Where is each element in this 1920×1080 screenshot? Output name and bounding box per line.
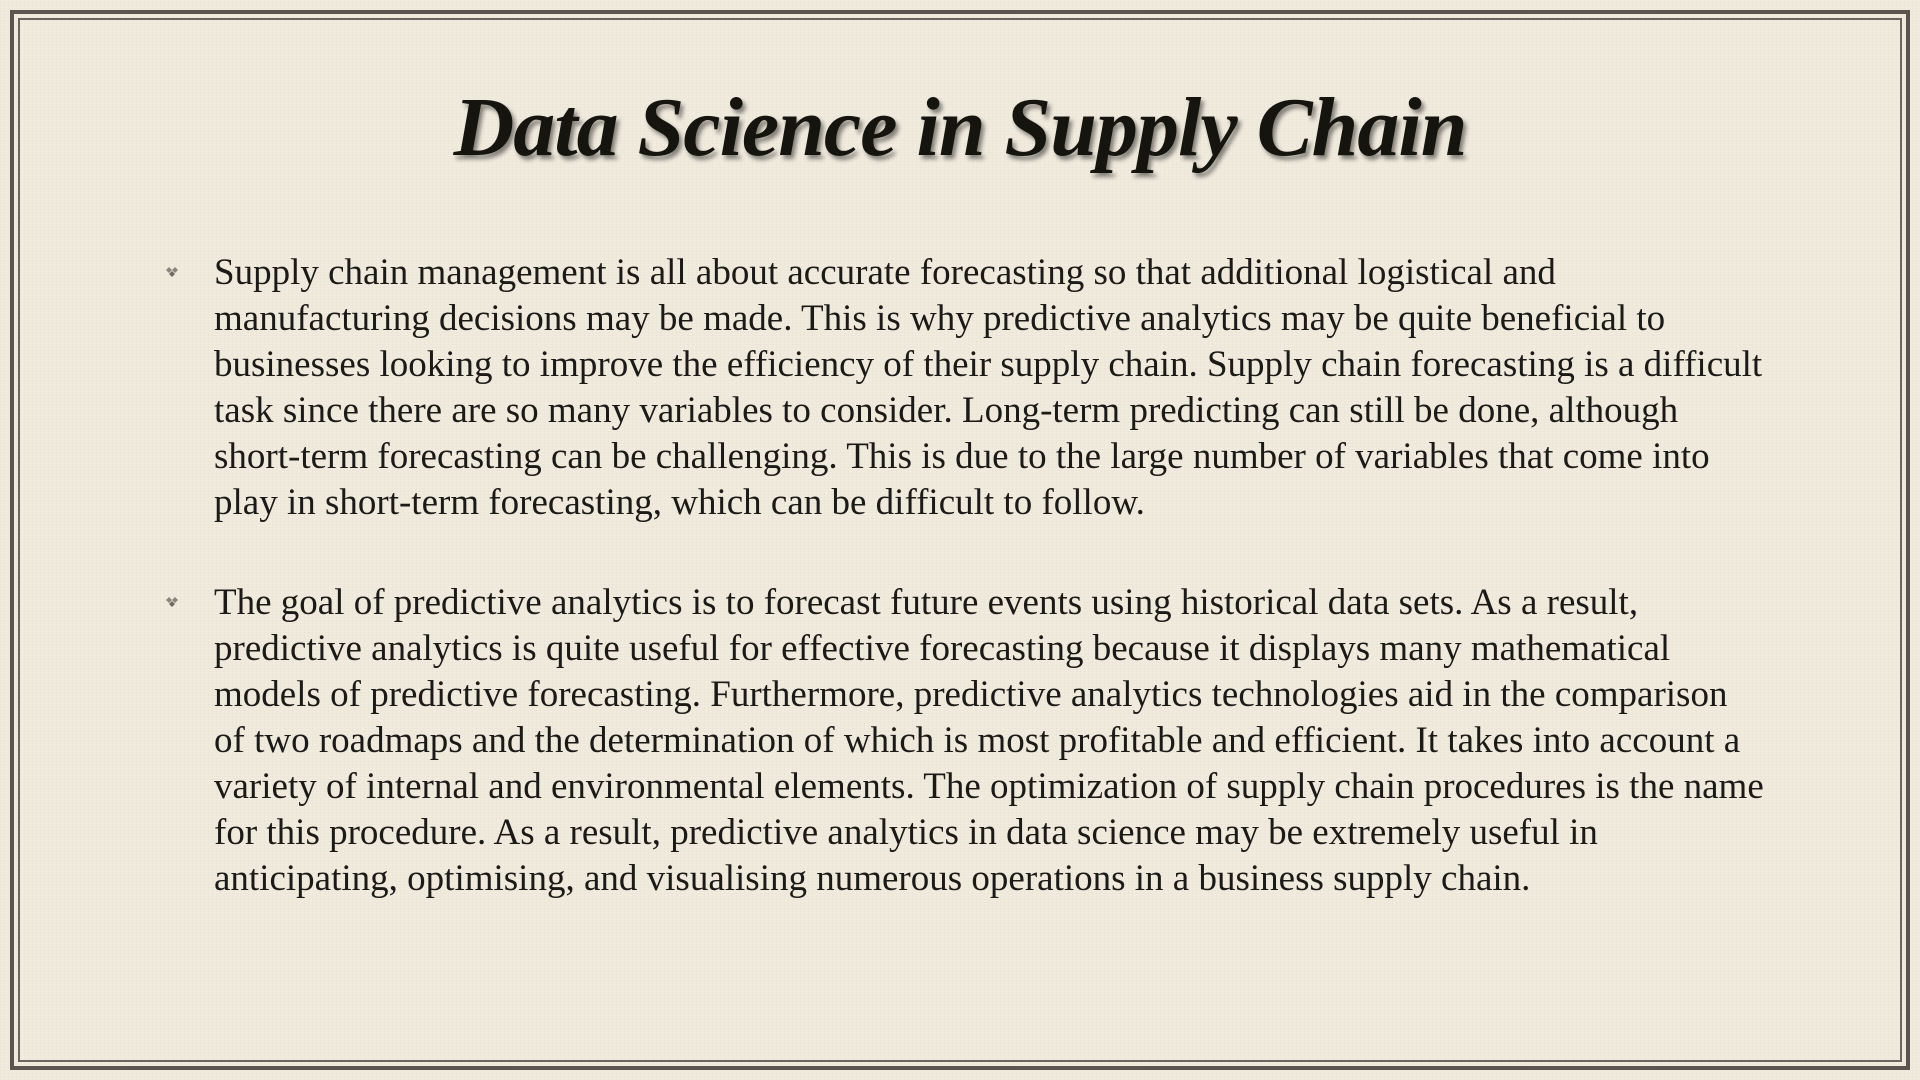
bullet-item-1 bbox=[165, 250, 1765, 526]
bullet-list bbox=[165, 250, 1765, 956]
bullet-text-1: Supply chain management is all about accurate forecasting so that additional logistical and manufacturing decisions may be made. This is why predictive analytics may be quite beneficial to businesses looking to improve the efficiency of their supply chain. Supply chain forecasting is a difficult task since there are so many variables to consider. Long-term predicting can still be done, although short-term forecasting can be challenging. This is due to the large number of variables that come into play in short-term forecasting, which can be difficult to follow. bbox=[214, 252, 1763, 523]
bullet-text-2: The goal of predictive analytics is to forecast future events using historical data sets. As a result, predictive analytics is quite useful for effective forecasting because it displays many mathematical models of predictive forecasting. Furthermore, predictive analytics technologies aid in the comparison of two roadmaps and the determination of which is most profitable and efficient. It takes into account a variety of internal and environmental elements. The optimization of supply chain procedures is the name for this procedure. As a result, predictive analytics in data science may be extremely useful in anticipating, optimising, and visualising numerous operations in a business supply chain. bbox=[214, 582, 1764, 899]
diamond-bullet-icon bbox=[165, 266, 181, 278]
bullet-item-2 bbox=[165, 580, 1765, 902]
diamond-bullet-icon bbox=[165, 596, 181, 608]
slide-title: Data Science in Supply Chain bbox=[453, 81, 1467, 174]
